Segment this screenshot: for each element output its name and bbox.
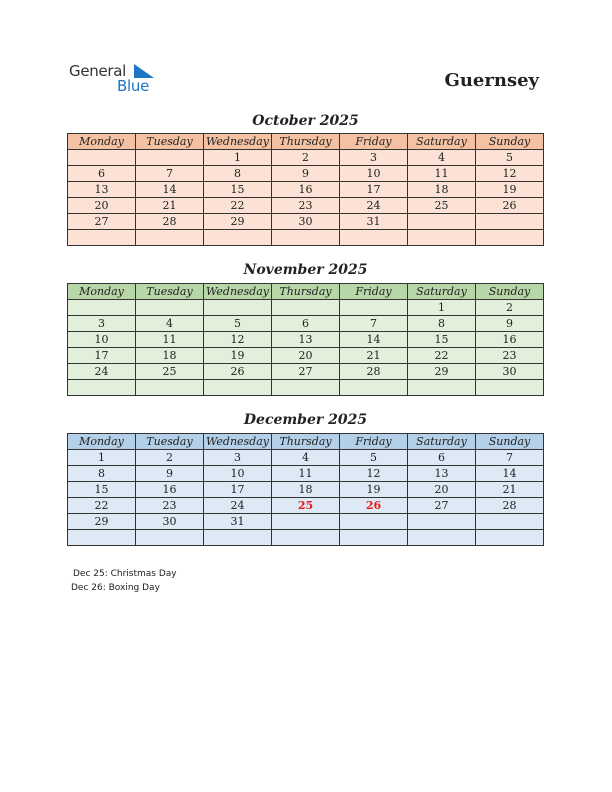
day-cell	[408, 214, 476, 230]
day-cell	[340, 530, 408, 546]
day-cell	[204, 300, 272, 316]
day-cell: 23	[272, 198, 340, 214]
weekday-header: Friday	[340, 284, 408, 300]
day-cell	[340, 230, 408, 246]
logo-text-blue: Blue	[117, 77, 149, 95]
day-cell: 17	[340, 182, 408, 198]
day-cell: 21	[476, 482, 544, 498]
day-cell: 23	[136, 498, 204, 514]
weekday-header: Thursday	[272, 434, 340, 450]
month-title-november: November 2025	[243, 262, 368, 278]
day-cell	[68, 380, 136, 396]
weekday-header: Sunday	[476, 284, 544, 300]
day-cell: 11	[272, 466, 340, 482]
day-cell: 4	[272, 450, 340, 466]
day-cell: 1	[68, 450, 136, 466]
day-cell: 17	[68, 348, 136, 364]
weekday-header: Saturday	[408, 434, 476, 450]
weekday-header: Monday	[68, 434, 136, 450]
weekday-header: Wednesday	[204, 134, 272, 150]
day-cell: 25	[136, 364, 204, 380]
day-cell	[68, 300, 136, 316]
holiday-note: Dec 25: Christmas Day	[73, 569, 177, 579]
day-cell: 9	[476, 316, 544, 332]
day-cell	[476, 230, 544, 246]
day-cell	[340, 514, 408, 530]
day-cell	[272, 230, 340, 246]
weekday-header: Wednesday	[204, 434, 272, 450]
weekday-header-row	[68, 284, 544, 300]
day-cell: 27	[68, 214, 136, 230]
day-cell: 12	[340, 466, 408, 482]
day-cell	[408, 514, 476, 530]
day-cell: 8	[204, 166, 272, 182]
day-cell: 29	[204, 214, 272, 230]
day-cell: 7	[340, 316, 408, 332]
weekday-header: Sunday	[476, 134, 544, 150]
day-cell: 26	[476, 198, 544, 214]
day-cell: 11	[136, 332, 204, 348]
day-cell: 6	[408, 450, 476, 466]
day-cell	[272, 300, 340, 316]
week-row	[68, 198, 544, 214]
day-cell: 8	[408, 316, 476, 332]
day-cell	[68, 150, 136, 166]
day-cell	[68, 230, 136, 246]
day-cell	[136, 300, 204, 316]
day-cell: 9	[136, 466, 204, 482]
day-cell	[272, 530, 340, 546]
day-cell: 16	[136, 482, 204, 498]
day-cell	[408, 530, 476, 546]
day-cell: 9	[272, 166, 340, 182]
day-cell	[204, 230, 272, 246]
calendar-october	[67, 133, 544, 246]
weekday-header-row	[68, 434, 544, 450]
month-title-december: December 2025	[243, 412, 368, 428]
weekday-header: Saturday	[408, 134, 476, 150]
day-cell	[272, 514, 340, 530]
day-cell: 6	[68, 166, 136, 182]
week-row	[68, 214, 544, 230]
day-cell: 30	[476, 364, 544, 380]
day-cell: 19	[340, 482, 408, 498]
week-row	[68, 150, 544, 166]
day-cell: 3	[340, 150, 408, 166]
weekday-header-row	[68, 134, 544, 150]
day-cell	[272, 380, 340, 396]
day-cell	[68, 530, 136, 546]
day-cell: 16	[272, 182, 340, 198]
day-cell: 2	[272, 150, 340, 166]
day-cell: 15	[204, 182, 272, 198]
day-cell: 28	[340, 364, 408, 380]
day-cell: 22	[204, 198, 272, 214]
week-row	[68, 498, 544, 514]
weekday-header: Monday	[68, 284, 136, 300]
day-cell: 14	[136, 182, 204, 198]
day-cell: 12	[476, 166, 544, 182]
day-cell: 14	[340, 332, 408, 348]
day-cell	[476, 214, 544, 230]
day-cell: 24	[68, 364, 136, 380]
day-cell: 18	[408, 182, 476, 198]
day-cell: 29	[408, 364, 476, 380]
weekday-header: Wednesday	[204, 284, 272, 300]
day-cell: 29	[68, 514, 136, 530]
holiday-day-cell: 25	[272, 498, 340, 514]
week-row	[68, 316, 544, 332]
weekday-header: Tuesday	[136, 284, 204, 300]
day-cell: 22	[68, 498, 136, 514]
day-cell: 15	[408, 332, 476, 348]
day-cell: 28	[136, 214, 204, 230]
day-cell	[340, 380, 408, 396]
logo-triangle-icon	[134, 64, 156, 78]
week-row	[68, 364, 544, 380]
day-cell: 10	[68, 332, 136, 348]
month-title-october: October 2025	[252, 113, 359, 129]
week-row	[68, 514, 544, 530]
day-cell: 28	[476, 498, 544, 514]
day-cell: 20	[408, 482, 476, 498]
day-cell: 20	[272, 348, 340, 364]
week-row	[68, 466, 544, 482]
holiday-note: Dec 26: Boxing Day	[71, 583, 160, 593]
day-cell	[136, 230, 204, 246]
week-row	[68, 300, 544, 316]
day-cell: 2	[476, 300, 544, 316]
day-cell: 6	[272, 316, 340, 332]
logo-text-general: General	[69, 62, 127, 80]
week-row	[68, 380, 544, 396]
day-cell: 1	[204, 150, 272, 166]
day-cell: 4	[136, 316, 204, 332]
brand-logo	[69, 62, 159, 96]
week-row	[68, 450, 544, 466]
weekday-header: Sunday	[476, 434, 544, 450]
day-cell	[136, 530, 204, 546]
day-cell: 13	[272, 332, 340, 348]
day-cell: 10	[204, 466, 272, 482]
day-cell: 3	[68, 316, 136, 332]
day-cell: 24	[204, 498, 272, 514]
day-cell: 23	[476, 348, 544, 364]
day-cell: 17	[204, 482, 272, 498]
week-row	[68, 530, 544, 546]
holiday-day-cell: 26	[340, 498, 408, 514]
day-cell: 27	[408, 498, 476, 514]
week-row	[68, 230, 544, 246]
weekday-header: Tuesday	[136, 134, 204, 150]
day-cell: 26	[204, 364, 272, 380]
day-cell: 30	[272, 214, 340, 230]
day-cell	[476, 514, 544, 530]
day-cell: 4	[408, 150, 476, 166]
day-cell: 21	[136, 198, 204, 214]
day-cell	[340, 300, 408, 316]
day-cell	[204, 380, 272, 396]
day-cell: 13	[408, 466, 476, 482]
day-cell: 1	[408, 300, 476, 316]
day-cell: 5	[204, 316, 272, 332]
day-cell: 25	[408, 198, 476, 214]
calendar-december	[67, 433, 544, 546]
weekday-header: Saturday	[408, 284, 476, 300]
day-cell	[476, 530, 544, 546]
day-cell: 31	[340, 214, 408, 230]
week-row	[68, 182, 544, 198]
week-row	[68, 332, 544, 348]
weekday-header: Friday	[340, 434, 408, 450]
day-cell: 2	[136, 450, 204, 466]
week-row	[68, 482, 544, 498]
day-cell: 11	[408, 166, 476, 182]
day-cell: 31	[204, 514, 272, 530]
day-cell: 16	[476, 332, 544, 348]
day-cell	[204, 530, 272, 546]
day-cell: 20	[68, 198, 136, 214]
week-row	[68, 348, 544, 364]
day-cell	[408, 230, 476, 246]
day-cell: 13	[68, 182, 136, 198]
day-cell: 18	[272, 482, 340, 498]
day-cell: 19	[204, 348, 272, 364]
day-cell	[136, 380, 204, 396]
day-cell: 5	[476, 150, 544, 166]
day-cell: 7	[136, 166, 204, 182]
weekday-header: Monday	[68, 134, 136, 150]
day-cell: 30	[136, 514, 204, 530]
week-row	[68, 166, 544, 182]
day-cell	[136, 150, 204, 166]
weekday-header: Thursday	[272, 134, 340, 150]
holiday-notes	[73, 567, 177, 595]
day-cell: 8	[68, 466, 136, 482]
day-cell: 5	[340, 450, 408, 466]
day-cell	[476, 380, 544, 396]
day-cell: 12	[204, 332, 272, 348]
day-cell: 15	[68, 482, 136, 498]
day-cell: 18	[136, 348, 204, 364]
day-cell: 3	[204, 450, 272, 466]
weekday-header: Tuesday	[136, 434, 204, 450]
day-cell: 14	[476, 466, 544, 482]
day-cell	[408, 380, 476, 396]
weekday-header: Thursday	[272, 284, 340, 300]
calendar-november	[67, 283, 544, 396]
country-title: Guernsey	[444, 70, 539, 91]
day-cell: 24	[340, 198, 408, 214]
day-cell: 7	[476, 450, 544, 466]
weekday-header: Friday	[340, 134, 408, 150]
day-cell: 19	[476, 182, 544, 198]
day-cell: 10	[340, 166, 408, 182]
day-cell: 21	[340, 348, 408, 364]
day-cell: 22	[408, 348, 476, 364]
day-cell: 27	[272, 364, 340, 380]
